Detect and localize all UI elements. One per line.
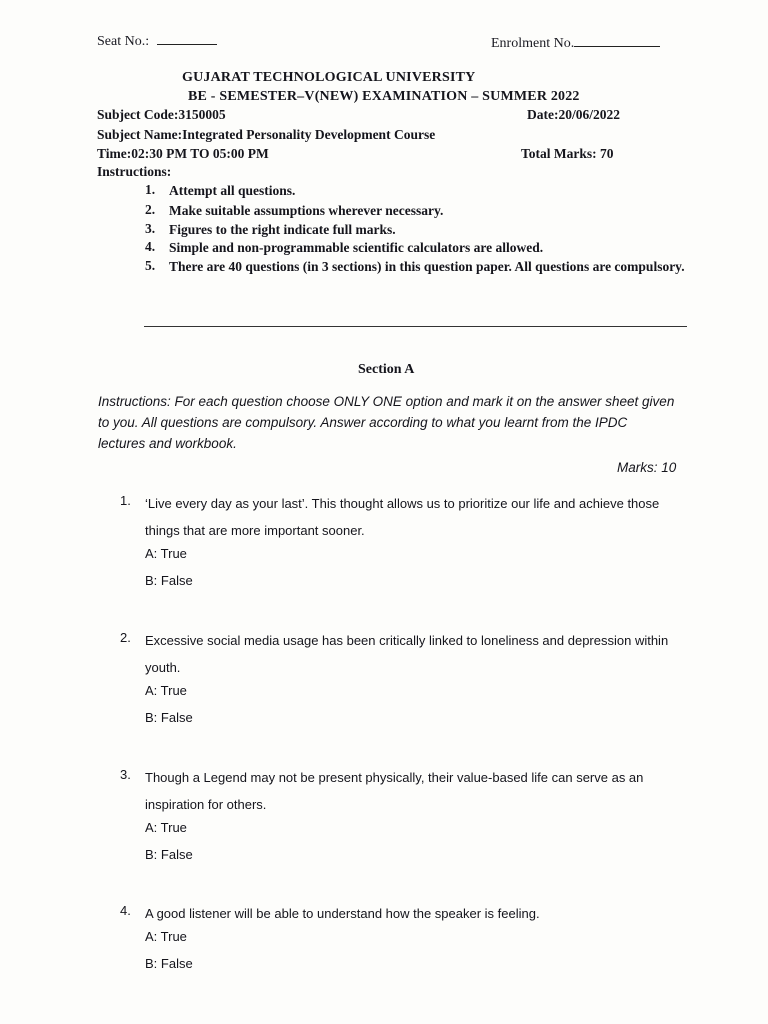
question-text: Excessive social media usage has been critically linked to loneliness and depression within youth. [145, 633, 669, 675]
instruction-text: Make suitable assumptions wherever necessary. [169, 203, 444, 218]
enrolment-number-field [491, 34, 660, 52]
divider-line [144, 326, 687, 327]
instruction-text: Attempt all questions. [169, 183, 296, 198]
question-number: 2. [120, 630, 131, 645]
option-a: A: True [145, 546, 187, 561]
exam-date: Date:20/06/2022 [527, 107, 620, 122]
question-text: A good listener will be able to understand how the speaker is feeling. [145, 906, 540, 921]
instruction-text: There are 40 questions (in 3 sections) in this question paper. All questions are compulsory. [169, 259, 685, 274]
instruction-number: 1. [145, 182, 156, 197]
option-b: B: False [145, 956, 193, 971]
examination-title: BE - SEMESTER–V(NEW) EXAMINATION – SUMMER 2022 [188, 89, 580, 104]
seat-number-blank [157, 32, 217, 45]
subject-name: Subject Name:Integrated Personality Development Course [97, 127, 436, 142]
question-item [120, 764, 680, 874]
total-marks: Total Marks: 70 [521, 146, 614, 161]
question-item [120, 900, 680, 980]
option-a: A: True [145, 683, 187, 698]
instruction-number: 5. [145, 258, 156, 273]
instruction-text: Figures to the right indicate full marks. [169, 222, 396, 237]
instruction-number: 3. [145, 221, 156, 236]
option-b: B: False [145, 573, 193, 588]
instruction-text: Simple and non-programmable scientific calculators are allowed. [169, 240, 544, 255]
option-b: B: False [145, 710, 193, 725]
question-text: ‘Live every day as your last’. This thought allows us to prioritize our life and achieve those things that are more important sooner. [145, 496, 660, 538]
seat-number-label: Seat No.: [97, 34, 150, 49]
exam-time: Time:02:30 PM TO 05:00 PM [97, 146, 269, 161]
seat-number-field [97, 32, 217, 50]
university-name: GUJARAT TECHNOLOGICAL UNIVERSITY [182, 70, 476, 85]
instructions-heading: Instructions: [97, 164, 172, 179]
question-number: 1. [120, 493, 131, 508]
option-a: A: True [145, 929, 187, 944]
option-a: A: True [145, 820, 187, 835]
section-title: Section A [358, 362, 415, 377]
subject-code: Subject Code:3150005 [97, 107, 226, 122]
question-item [120, 627, 680, 737]
question-item [120, 490, 680, 600]
question-number: 4. [120, 903, 131, 918]
instruction-number: 2. [145, 202, 156, 217]
section-instructions: Instructions: For each question choose ONLY ONE option and mark it on the answer sheet given to you. All questions are compulsory. Answer according to what you learnt from the IPDC lectures and workbook. [98, 394, 675, 451]
instruction-number: 4. [145, 239, 156, 254]
option-b: B: False [145, 847, 193, 862]
enrolment-number-label: Enrolment No. [491, 36, 575, 51]
question-text: Though a Legend may not be present physically, their value-based life can serve as an inspiration for others. [145, 770, 644, 812]
enrolment-number-blank [574, 34, 660, 47]
section-marks: Marks: 10 [617, 460, 677, 475]
question-number: 3. [120, 767, 131, 782]
